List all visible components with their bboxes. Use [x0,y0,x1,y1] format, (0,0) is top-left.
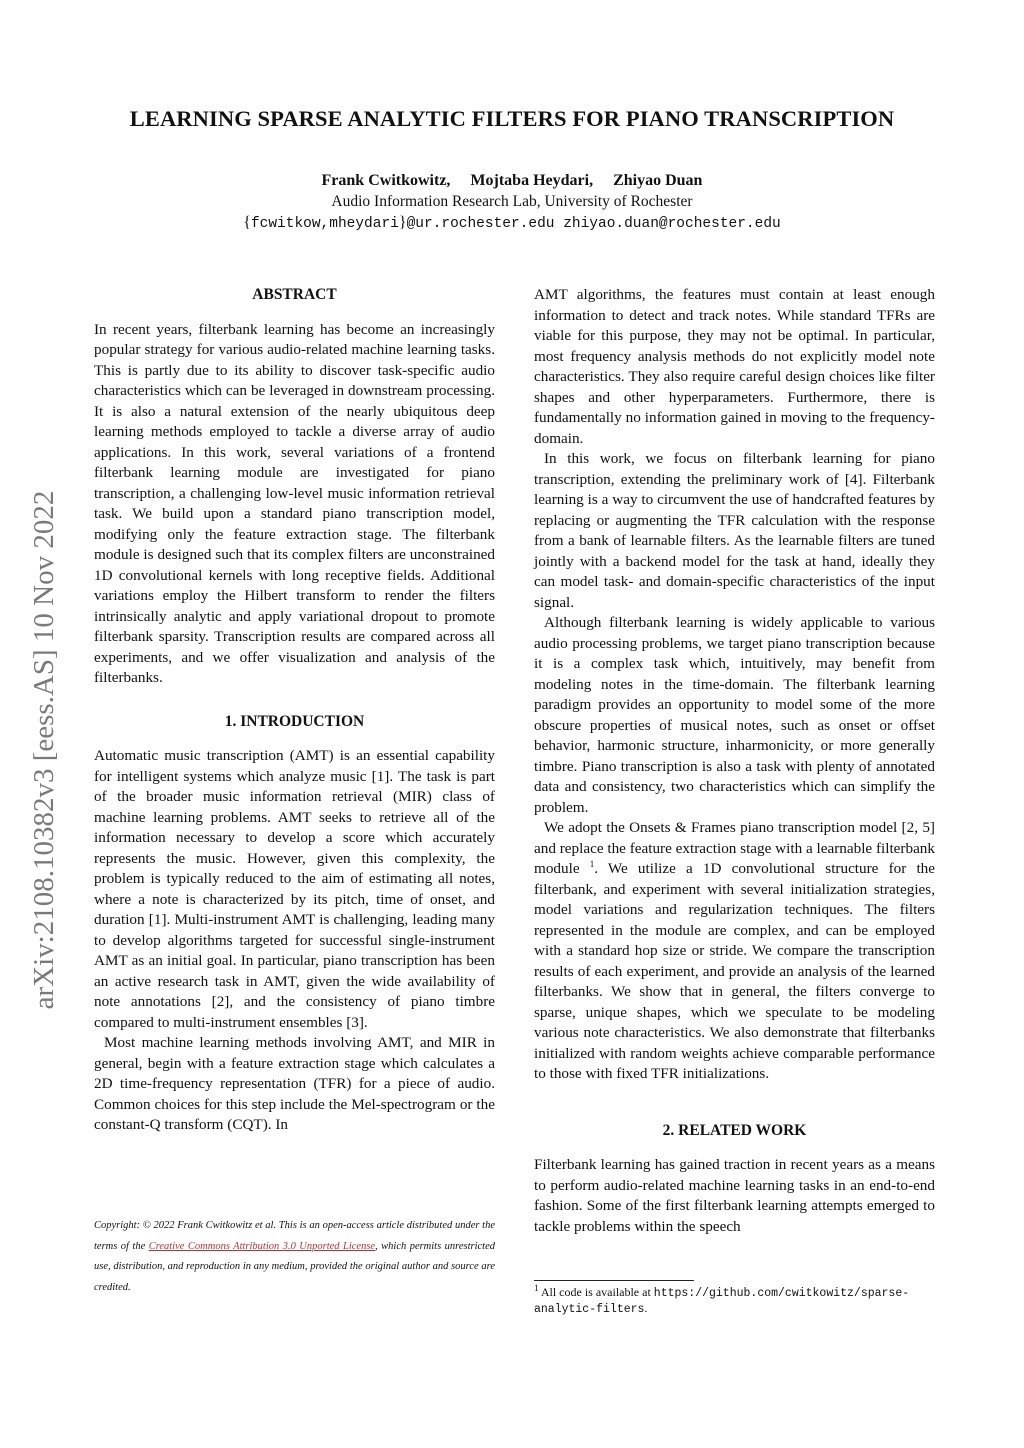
abstract-heading: ABSTRACT [252,286,337,303]
author-name: Mojtaba Heydari, [470,172,594,189]
author-name: Zhiyao Duan [613,172,703,189]
footnote-marker[interactable]: 1 [589,858,595,869]
right-column [534,285,935,1237]
intro-paragraph: Automatic music transcription (AMT) is an essential capability for intelligent systems which analyze music [1]. The task is part of the broader music information retrieval (MIR) class of machine learning problems. AMT seeks to retrieve all of the information necessary to develop a score which accurately represents the music. However, given this complexity, the problem is typically reduced to the aim of estimating all notes, where a note is characterized by its pitch, time of onset, and duration [1]. Multi-instrument AMT is challenging, leading many to develop algorithms targeted for successful single-instrument AMT as an initial goal. In particular, piano transcription has been an active research task in AMT, given the wide availability of note annotations [2], and the consistency of piano timbre compared to multi-instrument ensembles [3]. [94,747,495,1031]
author-name: Frank Cwitkowitz, [321,172,451,189]
intro-paragraph: Most machine learning methods involving AMT, and MIR in general, begin with a feature extraction stage which calculates a 2D time-frequency representation (TFR) for a piece of audio. Common choices for this step include the Mel-spectrogram or the constant-Q transform (CQT). In [94,1034,495,1133]
email-brace-open: { [243,214,251,231]
affiliation: Audio Information Research Lab, University of Rochester [331,193,693,210]
copyright-text-end: , which permits unrestricted use, distribution, and reproduction in any medium, provided the original author and source are credited. [94,1240,495,1293]
footnote-text: All code is available at [538,1285,654,1299]
email-brace-close: } [398,214,407,231]
code-repo-link[interactable]: https://github.com/cwitkowitz/sparse-analytic-filters [534,1287,910,1316]
author-emails [60,214,964,232]
paper-title: LEARNING SPARSE ANALYTIC FILTERS FOR PIANO TRANSCRIPTION [129,106,895,131]
email-rest: @ur.rochester.edu zhiyao.duan@rochester.edu [406,216,781,232]
intro-paragraph [534,818,935,1085]
author-list [60,172,964,190]
introduction-heading: 1. INTRODUCTION [224,712,365,730]
footnote-divider [534,1280,694,1281]
intro-paragraph: In this work, we focus on filterbank learning for piano transcription, extending the preliminary work of [4]. Filterbank learning is a way to circumvent the use of handcrafted features by replacing or augmenting the TFR calculation with the response from a bank of learnable filters. As the learnable filters are tuned jointly with a backend model for the task at hand, ideally they can model task- and domain-specific characteristics of the input signal. [534,450,935,611]
intro-paragraph: AMT algorithms, the features must contain at least enough information to detect and track notes. While standard TFRs are viable for this purpose, they may not be optimal. In particular, most frequency analysis methods do not explicitly model note characteristics. They also require careful design choices like filter shapes and other hyperparameters. Furthermore, there is fundamentally no information gained in moving to the frequency-domain. [534,286,935,447]
copyright-notice [94,1216,495,1298]
footnote [534,1285,935,1317]
copyright-text: Copyright: © 2022 Frank Cwitkowitz et al. This is an open-access article distributed under the terms of the [94,1220,495,1252]
intro-text: . We utilize a 1D convolutional structure for the filterbank, and experiment with several initialization strategies, model variations and regularization techniques. The filters represented in the module are complex, and can be employed with a standard hop size or stride. We compare the transcription results of each experiment, and provide an analysis of the learned filterbanks. We show that in general, the filters converge to sparse, unique shapes, which we speculate to be modeling various note characteristics. We also demonstrate that filterbanks initialized with random weights achieve comparable performance to those with fixed TFR initializations. [534,860,935,1082]
related-work-heading: 2. RELATED WORK [662,1121,807,1139]
arxiv-id-label: arXiv:2108.10382v3 [eess.AS] 10 Nov 2022 [28,490,60,1010]
intro-paragraph: Although filterbank learning is widely applicable to various audio processing problems, we target piano transcription because it is a complex task which, intuitively, may benefit from modeling notes in the time-domain. The filterbank learning paradigm provides an opportunity to model some of the more obscure properties of musical notes, such as onset or offset behavior, harmonic structure, inharmonicity, or more generally timbre. Piano transcription is also a task with plenty of annotated data and consistency, two characteristics which can simplify the problem. [534,614,935,816]
email-group: fcwitkow,mheydari [250,216,399,232]
license-link[interactable]: Creative Commons Attribution 3.0 Unported License [148,1240,376,1252]
footnote-end: . [644,1301,648,1315]
abstract-text: In recent years, filterbank learning has become an increasingly popular strategy for various audio-related machine learning tasks. This is partly due to its ability to discover task-specific audio characteristics which can be leveraged in downstream processing. It is also a natural extension of the nearly ubiquitous deep learning methods employed to tackle a diverse array of audio applications. In this work, several variations of a frontend filterbank learning module are investigated for piano transcription, a challenging low-level music information retrieval task. We build upon a standard piano transcription model, modifying only the feature extraction stage. The filterbank module is designed such that its complex filters are unconstrained 1D convolutional kernels with long receptive fields. Additional variations employ the Hilbert transform to render the filters intrinsically analytic and apply variational dropout to promote filterbank sparsity. Transcription results are compared across all experiments, and we offer visualization and analysis of the filterbanks. [94,320,495,686]
related-work-paragraph: Filterbank learning has gained traction in recent years as a means to perform audio-related machine learning tasks in an end-to-end fashion. Some of the first filterbank learning attempts emerged to tackle problems within the speech [534,1156,935,1235]
intro-text: We adopt the Onsets & Frames piano transcription model [2, 5] and replace the feature extraction stage with a learnable filterbank module [534,819,935,877]
left-column [94,285,495,1136]
footnote-number: 1 [534,1283,539,1293]
